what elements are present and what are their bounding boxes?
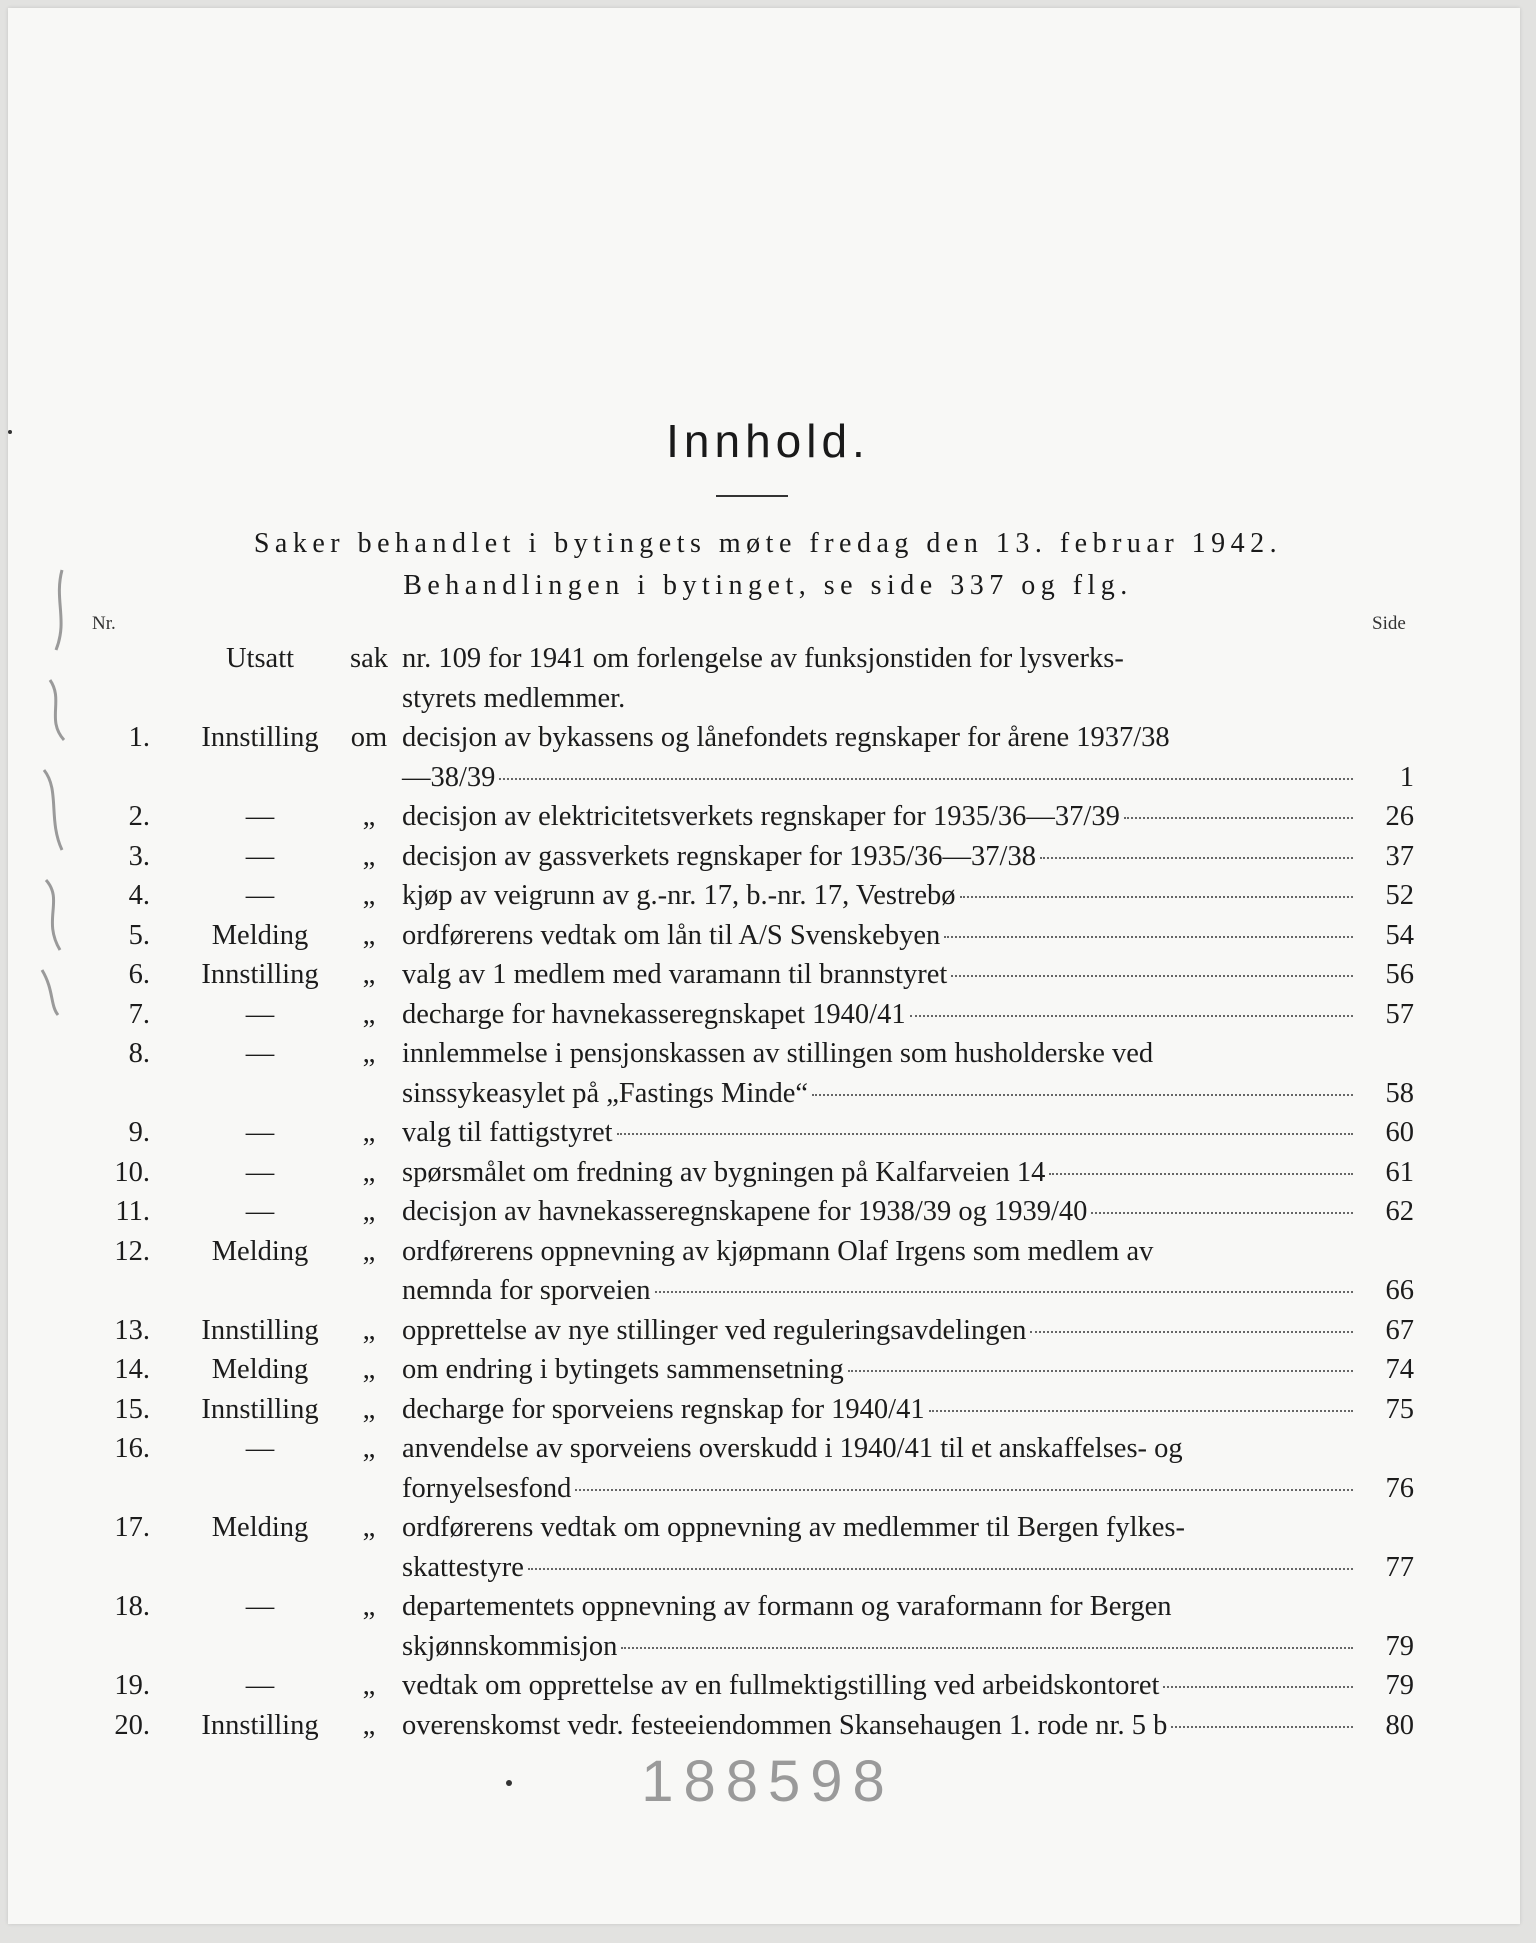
entry-text: [402, 1470, 1357, 1508]
entry-text: [402, 1154, 1357, 1192]
entry-text: [402, 1272, 1357, 1310]
entry-text: [402, 838, 1357, 876]
entry-number: 1.: [128, 722, 150, 753]
entry-kind: —: [245, 1196, 275, 1227]
entry-page: 54: [1385, 919, 1414, 951]
entry-text: [402, 996, 1357, 1034]
entry-page: 37: [1385, 840, 1414, 872]
entry-prefix: „: [362, 1433, 376, 1464]
entry-text-content: decisjon av elektricitetsverkets regnskaper for 1935/36—37/39: [402, 801, 1120, 832]
entry-page: 58: [1385, 1077, 1414, 1109]
subtitle-reference: Behandlingen i bytinget, se side 337 og flg.: [403, 570, 1133, 601]
toc-entry: [0, 1114, 1536, 1152]
toc-entry: [0, 1667, 1536, 1705]
page-title: Innhold.: [666, 415, 870, 467]
entry-page: 66: [1385, 1275, 1414, 1306]
entry-prefix: sak: [350, 643, 388, 674]
toc-entry: [0, 719, 1536, 757]
entry-text-content: spørsmålet om fredning av bygningen på Kalfarveien 14: [402, 1156, 1046, 1188]
toc-entry: [0, 1035, 1536, 1073]
entry-text-content: decisjon av havnekasseregnskapene for 1938/39 og 1939/40: [402, 1196, 1088, 1227]
stamp-dot: [506, 1780, 512, 1786]
entry-kind: Innstilling: [201, 959, 319, 990]
toc-entry: [0, 640, 1536, 678]
toc-entry-continuation: [0, 1549, 1536, 1587]
entry-kind: —: [245, 1670, 275, 1701]
entry-kind: —: [245, 801, 275, 832]
entry-kind: Innstilling: [201, 1314, 319, 1346]
toc-entry-continuation: [0, 1075, 1536, 1113]
entry-text-content: anvendelse av sporveiens overskudd i 1940/41 til et anskaffelses- og: [402, 1433, 1183, 1464]
entry-kind: Innstilling: [201, 1393, 319, 1425]
entry-kind: Melding: [211, 1235, 309, 1267]
entry-text: [402, 877, 1357, 915]
entry-prefix: „: [362, 1314, 376, 1346]
toc-entry: [0, 917, 1536, 955]
entry-text-content: valg til fattigstyret: [402, 1117, 613, 1148]
entry-kind: Innstilling: [201, 1709, 319, 1741]
entry-text-content: vedtak om opprettelse av en fullmektigstilling ved arbeidskontoret: [402, 1670, 1160, 1701]
leader-dots: [960, 896, 1353, 898]
entry-text-content: departementets oppnevning av formann og varaformann for Bergen: [402, 1591, 1172, 1622]
subtitle-meeting: Saker behandlet i bytingets møte fredag den 13. februar 1942.: [253, 528, 1283, 559]
entry-prefix: „: [362, 959, 376, 990]
entry-number: 16.: [114, 1433, 150, 1464]
entry-number: 12.: [114, 1235, 150, 1267]
entry-text: [402, 1233, 1357, 1271]
entry-text-content: skattestyre: [402, 1551, 524, 1583]
toc-entry: [0, 798, 1536, 836]
entry-number: 20.: [114, 1709, 150, 1741]
entry-text: [402, 798, 1357, 836]
entry-prefix: „: [362, 919, 376, 951]
entry-number: 17.: [114, 1512, 150, 1543]
entry-text: [402, 917, 1357, 955]
leader-dots: [1091, 1212, 1353, 1214]
entry-prefix: „: [362, 880, 376, 911]
entry-number: 11.: [115, 1196, 150, 1227]
leader-dots: [812, 1094, 1353, 1096]
entry-kind: —: [245, 880, 275, 911]
toc-entry: [0, 1193, 1536, 1231]
leader-dots: [1030, 1331, 1353, 1333]
entry-kind: Melding: [211, 1354, 309, 1385]
toc-entry-continuation: [0, 680, 1536, 718]
entry-page: 76: [1385, 1472, 1414, 1504]
entry-page: 1: [1399, 761, 1414, 793]
leader-dots: [944, 936, 1353, 938]
entry-number: 8.: [128, 1038, 150, 1069]
leader-dots: [575, 1489, 1353, 1491]
entry-page: 26: [1385, 801, 1414, 832]
entry-text-content: ordførerens oppnevning av kjøpmann Olaf Irgens som medlem av: [402, 1235, 1154, 1267]
toc-entry-continuation: [0, 1628, 1536, 1666]
entry-text: [402, 1312, 1357, 1350]
column-header-nr: Nr.: [92, 613, 116, 634]
entry-text-content: ordførerens vedtak om lån til A/S Svenskebyen: [402, 919, 941, 951]
entry-kind: —: [245, 1038, 275, 1069]
entry-number: 13.: [114, 1314, 150, 1346]
entry-text-content: ordførerens vedtak om oppnevning av medlemmer til Bergen fylkes-: [402, 1512, 1185, 1543]
entry-page: 56: [1385, 959, 1414, 990]
entry-text: [402, 1193, 1357, 1231]
entry-text-content: styrets medlemmer.: [402, 682, 626, 714]
title-divider: [716, 495, 788, 497]
leader-dots: [1124, 817, 1353, 819]
entry-text: [402, 1035, 1357, 1073]
entry-page: 80: [1385, 1709, 1414, 1741]
leader-dots: [499, 778, 1353, 780]
entry-kind: Melding: [211, 919, 309, 951]
column-header-side: Side: [1372, 613, 1406, 634]
entry-number: 9.: [128, 1117, 150, 1148]
entry-number: 18.: [114, 1591, 150, 1622]
entry-kind: —: [245, 840, 275, 872]
entry-kind: Innstilling: [201, 722, 319, 753]
toc-entry-continuation: [0, 759, 1536, 797]
entry-text-content: nr. 109 for 1941 om forlengelse av funksjonstiden for lysverks-: [402, 643, 1124, 674]
toc-entry-continuation: [0, 1470, 1536, 1508]
entry-page: 79: [1385, 1670, 1414, 1701]
leader-dots: [621, 1647, 1353, 1649]
entry-text: [402, 680, 1357, 718]
entry-text: [402, 1391, 1357, 1429]
leader-dots: [1040, 857, 1353, 859]
leader-dots: [910, 1015, 1353, 1017]
entry-number: 15.: [114, 1393, 150, 1425]
entry-number: 7.: [128, 998, 150, 1030]
entry-prefix: „: [362, 1670, 376, 1701]
entry-page: 79: [1385, 1630, 1414, 1662]
entry-page: 74: [1385, 1354, 1414, 1385]
entry-text-content: nemnda for sporveien: [402, 1275, 651, 1306]
entry-text-content: —38/39: [402, 761, 496, 793]
entry-prefix: „: [362, 1709, 376, 1741]
entry-text: [402, 640, 1357, 678]
entry-text: [402, 719, 1357, 757]
entry-text-content: opprettelse av nye stillinger ved reguleringsavdelingen: [402, 1314, 1027, 1346]
entry-number: 10.: [114, 1156, 150, 1188]
entry-page: 62: [1385, 1196, 1414, 1227]
entry-prefix: „: [362, 1591, 376, 1622]
entry-text-content: valg av 1 medlem med varamann til brannstyret: [402, 959, 948, 990]
leader-dots: [655, 1291, 1354, 1293]
entry-text-content: skjønnskommisjon: [402, 1630, 618, 1662]
entry-text-content: innlemmelse i pensjonskassen av stillingen som husholderske ved: [402, 1038, 1154, 1069]
toc-entry: [0, 838, 1536, 876]
entry-text: [402, 1549, 1357, 1587]
entry-prefix: om: [350, 722, 388, 753]
entry-kind: —: [245, 1117, 275, 1148]
entry-text: [402, 956, 1357, 994]
accession-stamp: 188598: [641, 1749, 895, 1814]
leader-dots: [528, 1568, 1353, 1570]
entry-kind: —: [245, 998, 275, 1030]
toc-entry: [0, 1707, 1536, 1745]
entry-text-content: sinssykeasylet på „Fastings Minde“: [402, 1077, 809, 1109]
toc-entry: [0, 1430, 1536, 1468]
toc-entry: [0, 956, 1536, 994]
entry-text-content: decharge for havnekasseregnskapet 1940/41: [402, 998, 906, 1030]
entry-prefix: „: [362, 998, 376, 1030]
entry-text: [402, 1667, 1357, 1705]
entry-page: 75: [1385, 1393, 1414, 1425]
toc-entry: [0, 1351, 1536, 1389]
entry-text: [402, 1509, 1357, 1547]
entry-text-content: overenskomst vedr. festeeiendommen Skansehaugen 1. rode nr. 5 b: [402, 1709, 1168, 1741]
entry-kind: Melding: [211, 1512, 309, 1543]
leader-dots: [848, 1370, 1353, 1372]
entry-prefix: „: [362, 1117, 376, 1148]
entry-page: 52: [1385, 880, 1414, 911]
entry-text-content: decharge for sporveiens regnskap for 1940/41: [402, 1393, 925, 1425]
entry-text: [402, 1588, 1357, 1626]
entry-prefix: „: [362, 1393, 376, 1425]
entry-text-content: decisjon av bykassens og lånefondets regnskaper for årene 1937/38: [402, 722, 1170, 753]
entry-prefix: „: [362, 1512, 376, 1543]
entry-number: 3.: [128, 840, 150, 872]
entry-text-content: om endring i bytingets sammensetning: [402, 1354, 844, 1385]
toc-entry: [0, 1154, 1536, 1192]
entry-kind: Utsatt: [225, 643, 295, 674]
toc-entry: [0, 1312, 1536, 1350]
entry-kind: —: [245, 1433, 275, 1464]
entry-text-content: decisjon av gassverkets regnskaper for 1935/36—37/38: [402, 840, 1036, 872]
leader-dots: [1163, 1686, 1353, 1688]
entry-text: [402, 1430, 1357, 1468]
leader-dots: [929, 1410, 1353, 1412]
toc-entry: [0, 1588, 1536, 1626]
toc-entry: [0, 1509, 1536, 1547]
toc-entry: [0, 1233, 1536, 1271]
toc-entry: [0, 877, 1536, 915]
entry-prefix: „: [362, 1156, 376, 1188]
leader-dots: [1171, 1726, 1353, 1728]
entry-page: 57: [1385, 998, 1414, 1030]
entry-kind: —: [245, 1591, 275, 1622]
leader-dots: [617, 1133, 1353, 1135]
entry-prefix: „: [362, 1235, 376, 1267]
entry-prefix: „: [362, 801, 376, 832]
entry-prefix: „: [362, 1196, 376, 1227]
entry-text: [402, 1707, 1357, 1745]
entry-text-content: kjøp av veigrunn av g.-nr. 17, b.-nr. 17, Vestrebø: [402, 880, 956, 911]
entry-text: [402, 1075, 1357, 1113]
leader-dots: [951, 975, 1353, 977]
entry-text: [402, 1628, 1357, 1666]
entry-number: 5.: [128, 919, 150, 951]
entry-prefix: „: [362, 1354, 376, 1385]
entry-text-content: fornyelsesfond: [402, 1472, 572, 1504]
entry-text: [402, 1351, 1357, 1389]
entry-page: 67: [1385, 1314, 1414, 1346]
entry-page: 61: [1385, 1156, 1414, 1188]
entry-number: 14.: [114, 1354, 150, 1385]
toc-entry-continuation: [0, 1272, 1536, 1310]
toc-entry: [0, 996, 1536, 1034]
entry-text: [402, 759, 1357, 797]
entry-page: 60: [1385, 1117, 1414, 1148]
entry-number: 19.: [114, 1670, 150, 1701]
entry-number: 2.: [128, 801, 150, 832]
entry-number: 6.: [128, 959, 150, 990]
leader-dots: [1049, 1173, 1353, 1175]
entry-prefix: „: [362, 840, 376, 872]
entry-number: 4.: [128, 880, 150, 911]
entry-text: [402, 1114, 1357, 1152]
entry-kind: —: [245, 1156, 275, 1188]
entry-page: 77: [1385, 1551, 1414, 1583]
toc-entry: [0, 1391, 1536, 1429]
entry-prefix: „: [362, 1038, 376, 1069]
